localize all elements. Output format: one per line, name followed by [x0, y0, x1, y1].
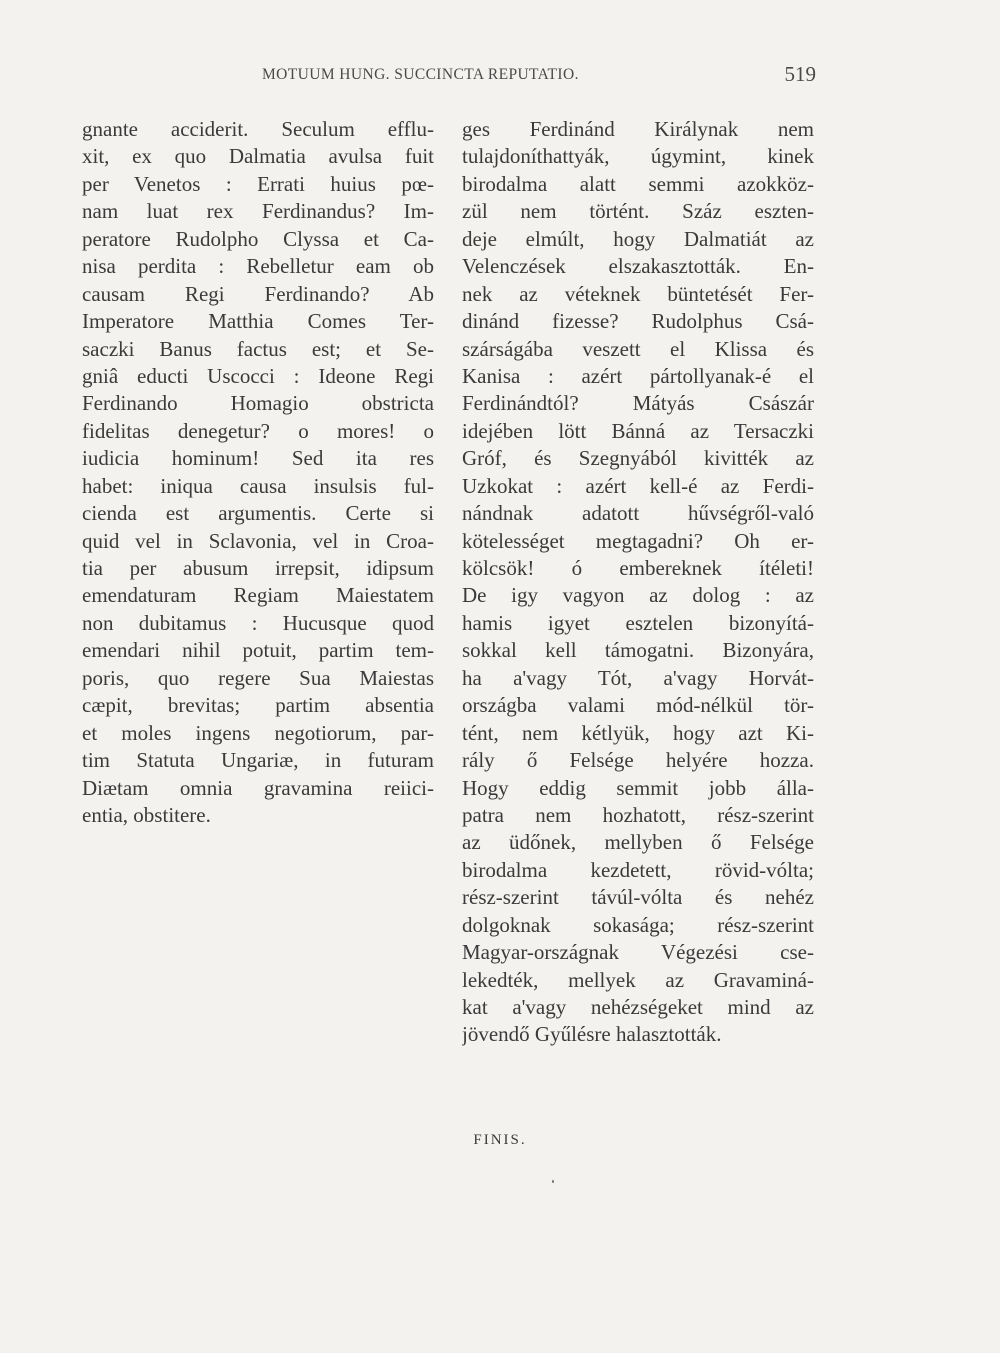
latin-text-line: Ferdinando Homagio obstricta [82, 391, 434, 416]
hungarian-text-line: kötelességet megtagadni? Oh er- [462, 528, 814, 553]
hungarian-text-line: rész-szerint távúl-vólta és nehéz [462, 885, 814, 910]
latin-text-line: habet: iniqua causa insulsis ful- [82, 473, 434, 498]
latin-text-column [82, 116, 434, 829]
hungarian-text-line: kat a'vagy nehézségeket mind az [462, 995, 814, 1019]
hungarian-text-line: De igy vagyon az dolog : az [462, 583, 814, 608]
latin-text-line: cienda est argumentis. Certe si [82, 501, 434, 526]
hungarian-text-line: Magyar-országnak Végezési cse- [462, 940, 814, 965]
latin-text-line: tim Statuta Ungariæ, in futuram [82, 748, 434, 773]
hungarian-text-line: Gróf, és Szegnyából kivitték az [462, 446, 814, 471]
hungarian-text-line: sokkal kell támogatni. Bizonyára, [462, 638, 814, 663]
latin-text-line: gniâ educti Uscocci : Ideone Regi [82, 363, 434, 388]
running-title: MOTUUM HUNG. SUCCINCTA REPUTATIO. [262, 66, 579, 83]
hungarian-text-line: nándnak adatott hűvségről-való [462, 501, 814, 526]
latin-text-line: quid vel in Sclavonia, vel in Croa- [82, 528, 434, 553]
finis-mark: FINIS. [473, 1132, 527, 1148]
hungarian-text-line: ha a'vagy Tót, a'vagy Horvát- [462, 665, 814, 690]
hungarian-text-column [462, 116, 814, 1049]
hungarian-text-line: dinánd fizesse? Rudolphus Csá- [462, 309, 814, 334]
latin-text-line: cæpit, brevitas; partim absentia [82, 693, 434, 718]
hungarian-text-line: deje elmúlt, hogy Dalmatiát az [462, 226, 814, 251]
hungarian-text-line: Kanisa : azért pártollyanak-é el [462, 363, 814, 388]
latin-text-line: per Venetos : Errati huius pœ- [82, 171, 434, 196]
latin-text-line: et moles ingens negotiorum, par- [82, 720, 434, 745]
hungarian-text-line: az üdőnek, mellyben ő Felsége [462, 830, 814, 855]
latin-text-line: emendaturam Regiam Maiestatem [82, 583, 434, 608]
hungarian-text-line: Uzkokat : azért kell-é az Ferdi- [462, 473, 814, 498]
latin-text-line: nam luat rex Ferdinandus? Im- [82, 199, 434, 224]
hungarian-text-line: ges Ferdinánd Királynak nem [462, 117, 814, 141]
latin-text-line: poris, quo regere Sua Maiestas [82, 665, 434, 690]
latin-text-line: entia, obstitere. [82, 802, 211, 827]
hungarian-text-line: idejében lött Bánná az Tersaczki [462, 418, 814, 443]
page-header [0, 62, 1000, 92]
hungarian-text-line: birodalma kezdetett, rövid-vólta; [462, 857, 814, 882]
hungarian-text-line: Ferdinándtól? Mátyás Császár [462, 391, 814, 416]
paper-speck [552, 1180, 554, 1183]
hungarian-text-line: birodalma alatt semmi azokköz- [462, 171, 814, 196]
hungarian-text-line: országba valami mód-nélkül tör- [462, 693, 814, 718]
latin-text-line: gnante acciderit. Seculum efflu- [82, 117, 434, 141]
hungarian-text-line: Velenczések elszakasztották. En- [462, 254, 814, 279]
hungarian-text-line: szárságába veszett el Klissa és [462, 336, 814, 361]
latin-text-line: xit, ex quo Dalmatia avulsa fuit [82, 144, 434, 169]
latin-text-line: emendari nihil potuit, partim tem- [82, 638, 434, 663]
latin-text-line: Diætam omnia gravamina reiici- [82, 775, 434, 800]
hungarian-text-line: nek az véteknek büntetését Fer- [462, 281, 814, 306]
latin-text-line: iudicia hominum! Sed ita res [82, 446, 434, 471]
hungarian-text-line: jövendő Gyűlésre halasztották. [462, 1022, 722, 1047]
latin-text-line: saczki Banus factus est; et Se- [82, 336, 434, 361]
hungarian-text-line: zül nem történt. Száz eszten- [462, 199, 814, 224]
hungarian-text-line: hamis igyet esztelen bizonyítá- [462, 610, 814, 635]
hungarian-text-line: rály ő Felsége helyére hozza. [462, 748, 814, 773]
hungarian-text-line: kölcsök! ó embereknek ítéleti! [462, 556, 814, 580]
hungarian-text-line: tulajdoníthattyák, úgymint, kinek [462, 144, 814, 169]
latin-text-line: causam Regi Ferdinando? Ab [82, 281, 434, 306]
page-number: 519 [784, 62, 816, 86]
latin-text-line: fidelitas denegetur? o mores! o [82, 418, 434, 443]
latin-text-line: peratore Rudolpho Clyssa et Ca- [82, 226, 434, 251]
hungarian-text-line: dolgoknak sokasága; rész-szerint [462, 912, 814, 937]
latin-text-line: Imperatore Matthia Comes Ter- [82, 309, 434, 334]
hungarian-text-line: tént, nem kétlyük, hogy azt Ki- [462, 720, 814, 745]
hungarian-text-line: patra nem hozhatott, rész-szerint [462, 802, 814, 827]
latin-text-line: tia per abusum irrepsit, idipsum [82, 556, 434, 580]
hungarian-text-line: lekedték, mellyek az Gravaminá- [462, 967, 814, 992]
latin-text-line: non dubitamus : Hucusque quod [82, 610, 434, 635]
hungarian-text-line: Hogy eddig semmit jobb álla- [462, 775, 814, 800]
latin-text-line: nisa perdita : Rebelletur eam ob [82, 254, 434, 279]
